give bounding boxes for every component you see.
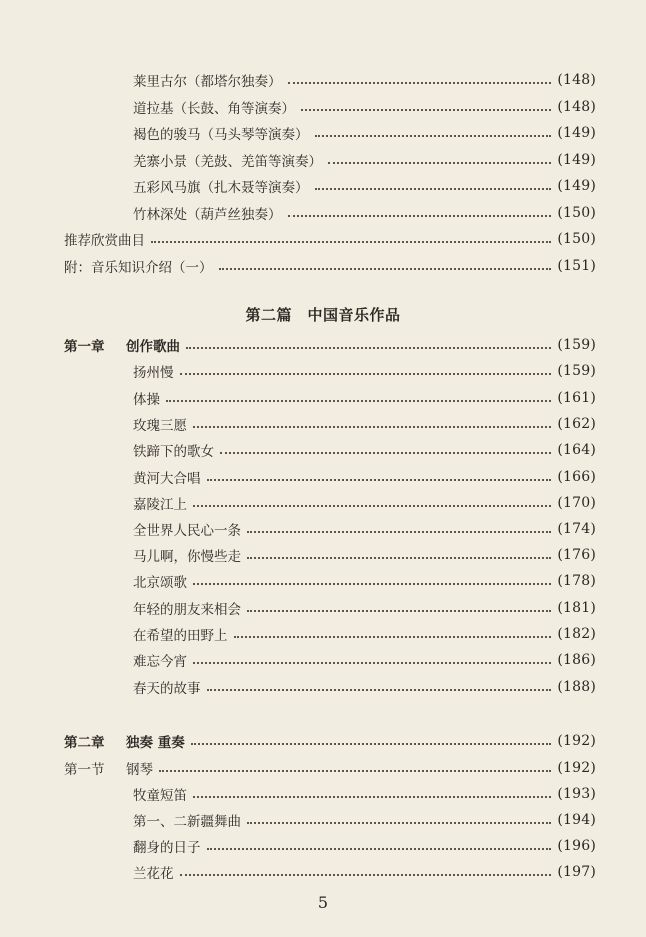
toc-entry bbox=[0, 491, 646, 515]
entry-page: (174) bbox=[557, 521, 596, 537]
entry-page: (181) bbox=[557, 600, 596, 616]
entry-page: (186) bbox=[557, 652, 596, 668]
chapter-title: 创作歌曲 bbox=[126, 339, 180, 355]
entry-title: 嘉陵江上 bbox=[133, 497, 187, 513]
toc-entry bbox=[0, 675, 646, 699]
entry-page: (164) bbox=[557, 442, 596, 458]
dot-leader bbox=[193, 504, 551, 507]
section-page: (192) bbox=[557, 760, 596, 776]
entry-title: 玫瑰三愿 bbox=[133, 418, 187, 434]
entry-title: 五彩风马旗（扎木聂等演奏） bbox=[133, 180, 309, 196]
entry-title: 在希望的田野上 bbox=[133, 628, 228, 644]
toc-entry bbox=[0, 808, 646, 832]
entry-title: 体操 bbox=[133, 392, 160, 408]
dot-leader bbox=[180, 372, 552, 375]
dot-leader bbox=[220, 451, 551, 454]
toc-entry bbox=[0, 68, 646, 92]
dot-leader bbox=[301, 108, 551, 111]
entry-page: (193) bbox=[557, 786, 596, 802]
entry-title: 第一、二新疆舞曲 bbox=[133, 814, 241, 830]
entry-page: (166) bbox=[557, 469, 596, 485]
entry-page: (149) bbox=[557, 178, 596, 194]
dot-leader bbox=[193, 582, 551, 585]
entry-title: 黄河大合唱 bbox=[133, 471, 201, 487]
toc-entry bbox=[0, 174, 646, 198]
dot-leader bbox=[247, 530, 551, 533]
toc-entry bbox=[0, 359, 646, 383]
entry-title: 马儿啊，你慢些走 bbox=[133, 549, 241, 565]
section-number: 第一节 bbox=[64, 762, 105, 778]
entry-page: (162) bbox=[557, 416, 596, 432]
entry-page: (148) bbox=[557, 72, 596, 88]
chapter-label bbox=[64, 335, 180, 355]
entry-page: (159) bbox=[557, 363, 596, 379]
chapter-title: 独奏 重奏 bbox=[126, 735, 185, 751]
section-label bbox=[64, 758, 153, 778]
dot-leader bbox=[288, 214, 552, 217]
toc-entry bbox=[0, 860, 646, 884]
toc-entry bbox=[0, 622, 646, 646]
dot-leader bbox=[288, 81, 552, 84]
dot-leader bbox=[159, 769, 551, 772]
entry-title: 扬州慢 bbox=[133, 365, 174, 381]
entry-title: 翻身的日子 bbox=[133, 840, 201, 856]
toc-entry bbox=[0, 438, 646, 462]
entry-title: 全世界人民心一条 bbox=[133, 523, 241, 539]
entry-page: (196) bbox=[557, 838, 596, 854]
entry-page: (149) bbox=[557, 152, 596, 168]
toc-entry bbox=[0, 412, 646, 436]
toc-entry bbox=[0, 465, 646, 489]
toc-entry bbox=[0, 569, 646, 593]
entry-page: (161) bbox=[557, 390, 596, 406]
page-number: 5 bbox=[317, 893, 329, 912]
entry-title: 春天的故事 bbox=[133, 681, 201, 697]
chapter-number: 第二章 bbox=[64, 735, 105, 751]
dot-leader bbox=[207, 847, 552, 850]
dot-leader bbox=[193, 425, 551, 428]
entry-page: (148) bbox=[557, 99, 596, 115]
entry-page: (176) bbox=[557, 547, 596, 563]
toc-section bbox=[0, 254, 646, 278]
section-page: (150) bbox=[557, 231, 596, 247]
toc-entry bbox=[0, 782, 646, 806]
entry-title: 难忘今宵 bbox=[133, 654, 187, 670]
dot-leader bbox=[315, 134, 552, 137]
section-title: 附：音乐知识介绍（一） bbox=[64, 260, 213, 276]
chapter-label bbox=[64, 731, 185, 751]
dot-leader bbox=[166, 399, 551, 402]
dot-leader bbox=[219, 267, 552, 270]
entry-title: 羌寨小景（羌鼓、羌笛等演奏） bbox=[133, 154, 322, 170]
dot-leader bbox=[234, 635, 552, 638]
toc-entry bbox=[0, 121, 646, 145]
entry-page: (182) bbox=[557, 626, 596, 642]
entry-title: 竹林深处（葫芦丝独奏） bbox=[133, 207, 282, 223]
entry-title: 年轻的朋友来相会 bbox=[133, 602, 241, 618]
toc-entry bbox=[0, 201, 646, 225]
toc-entry bbox=[0, 543, 646, 567]
dot-leader bbox=[315, 187, 552, 190]
entry-page: (197) bbox=[557, 864, 596, 880]
section-page: (151) bbox=[557, 258, 596, 274]
toc-entry bbox=[0, 648, 646, 672]
chapter-heading bbox=[0, 333, 646, 357]
section-title: 钢琴 bbox=[126, 762, 153, 778]
dot-leader bbox=[180, 873, 552, 876]
toc-entry bbox=[0, 148, 646, 172]
chapter-page: (192) bbox=[557, 733, 596, 749]
dot-leader bbox=[328, 161, 551, 164]
section-title: 推荐欣赏曲目 bbox=[64, 233, 145, 249]
dot-leader bbox=[247, 821, 551, 824]
dot-leader bbox=[247, 609, 551, 612]
dot-leader bbox=[191, 742, 552, 745]
entry-page: (150) bbox=[557, 205, 596, 221]
dot-leader bbox=[193, 795, 551, 798]
chapter-page: (159) bbox=[557, 337, 596, 353]
entry-page: (194) bbox=[557, 812, 596, 828]
entry-title: 铁蹄下的歌女 bbox=[133, 444, 214, 460]
section-heading bbox=[0, 756, 646, 780]
toc-entry bbox=[0, 386, 646, 410]
entry-title: 道拉基（长鼓、角等演奏） bbox=[133, 101, 295, 117]
chapter-number: 第一章 bbox=[64, 339, 105, 355]
toc-entry bbox=[0, 95, 646, 119]
dot-leader bbox=[186, 346, 551, 349]
dot-leader bbox=[193, 661, 551, 664]
dot-leader bbox=[247, 556, 551, 559]
part-title: 第二篇 中国音乐作品 bbox=[245, 306, 401, 324]
entry-title: 兰花花 bbox=[133, 866, 174, 882]
entry-page: (149) bbox=[557, 125, 596, 141]
toc-section bbox=[0, 227, 646, 251]
entry-page: (170) bbox=[557, 495, 596, 511]
entry-title: 莱里古尔（都塔尔独奏） bbox=[133, 74, 282, 90]
entry-title: 褐色的骏马（马头琴等演奏） bbox=[133, 127, 309, 143]
toc-entry bbox=[0, 517, 646, 541]
toc-entry bbox=[0, 596, 646, 620]
toc-entry bbox=[0, 834, 646, 858]
dot-leader bbox=[151, 240, 551, 243]
entry-title: 牧童短笛 bbox=[133, 788, 187, 804]
dot-leader bbox=[207, 688, 552, 691]
entry-page: (188) bbox=[557, 679, 596, 695]
chapter-heading bbox=[0, 729, 646, 753]
dot-leader bbox=[207, 478, 552, 481]
entry-title: 北京颂歌 bbox=[133, 575, 187, 591]
entry-page: (178) bbox=[557, 573, 596, 589]
